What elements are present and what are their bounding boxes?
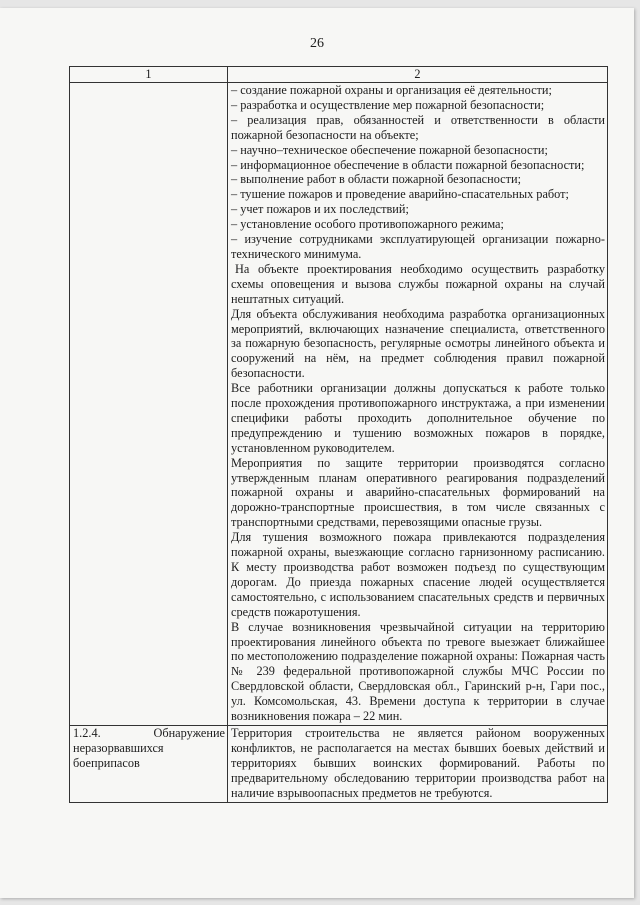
bullet-item: – учет пожаров и их последствий;	[231, 202, 409, 217]
paragraph: Территория строительства не является районом вооруженных конфликтов, не располагается на местах бывших боевых действий и территориях бывших воинских формирований. Работы по предварительному обследованию территории производства работ на наличие взрывоопасных предметов не требуются.	[231, 725, 605, 800]
bullet-item: – выполнение работ в области пожарной безопасности;	[231, 172, 521, 187]
table-row	[70, 83, 608, 726]
bullet-item: – реализация прав, обязанностей и ответственности в области пожарной безопасности на объекте;	[231, 112, 605, 142]
paragraph: Для объекта обслуживания необходима разработка организационных мероприятий, включающих назначение специалиста, ответственного за пожарную безопасность, регулярные осмотры линейного объекта и сооружений на нём, на предмет соблюдения правил пожарной безопасности.	[231, 306, 605, 381]
content-table	[69, 66, 608, 803]
row-content-cell	[228, 83, 608, 726]
page-number: 26	[310, 36, 324, 51]
row-content-cell	[228, 725, 608, 802]
section-number: 1.2.4.	[73, 725, 101, 740]
column-header-1: 1	[70, 67, 228, 83]
row-label-cell	[70, 725, 228, 802]
table-row	[70, 725, 608, 802]
row-label-cell	[70, 83, 228, 726]
paragraph: На объекте проектирования необходимо осуществить разработку схемы оповещения и вызова службы пожарной охраны на случай нештатных ситуаций.	[231, 261, 605, 306]
section-title-word: Обнаружение	[153, 725, 225, 740]
bullet-item: – научно–техническое обеспечение пожарной безопасности;	[231, 142, 548, 157]
bullet-item: – изучение сотрудниками эксплуатирующей организации пожарно-технического минимума.	[231, 232, 605, 261]
document-page	[0, 8, 634, 898]
bullet-item: – тушение пожаров и проведение аварийно-спасательных работ;	[231, 187, 569, 202]
paragraph: Для тушения возможного пожара привлекаются подразделения пожарной охраны, выезжающие согласно гарнизонному расписанию. К месту производства работ возможен подъезд по существующим дорогам. До приезда пожарных спасение людей осуществляется самостоятельно, с использованием спасательных средств и первичных средств пожаротушения.	[231, 530, 605, 619]
paragraph: Все работники организации должны допускаться к работе только после прохождения противопожарного инструктажа, а при изменении специфики работы проходить дополнительное обучение по предупреждению и тушению возможных пожаров в порядке, установленном руководителем.	[231, 381, 605, 455]
bullet-item: – информационное обеспечение в области пожарной безопасности;	[231, 157, 585, 172]
paragraph: Мероприятия по защите территории производятся согласно утвержденным планам оперативного реагирования подразделений пожарной охраны и аварийно-спасательных формирований на дорожно-транспортные происшествия, в том числе связанных с транспортными средствами, перевозящими опасные грузы.	[231, 455, 605, 530]
table-header-row	[70, 67, 608, 83]
column-header-2: 2	[228, 67, 608, 83]
bullet-item: – создание пожарной охраны и организация её деятельности;	[231, 83, 552, 97]
bullet-item: – установление особого противопожарного режима;	[231, 217, 504, 232]
bullet-item: – разработка и осуществление мер пожарной безопасности;	[231, 97, 545, 112]
paragraph: В случае возникновения чрезвычайной ситуации на территорию проектирования линейного объекта по тревоге выезжает ближайшее по местоположению подразделение пожарной охраны: Пожарная часть № 239 федеральной противопожарной службы МЧС России по Свердловской области, Свердловская обл., Гаринский р-н, Гари пос., ул. Комсомольская, 43. Времени доступа к территории в случае возникновения пожара – 22 мин.	[231, 619, 605, 724]
section-title: неразорвавшихся боеприпасов	[73, 740, 164, 770]
